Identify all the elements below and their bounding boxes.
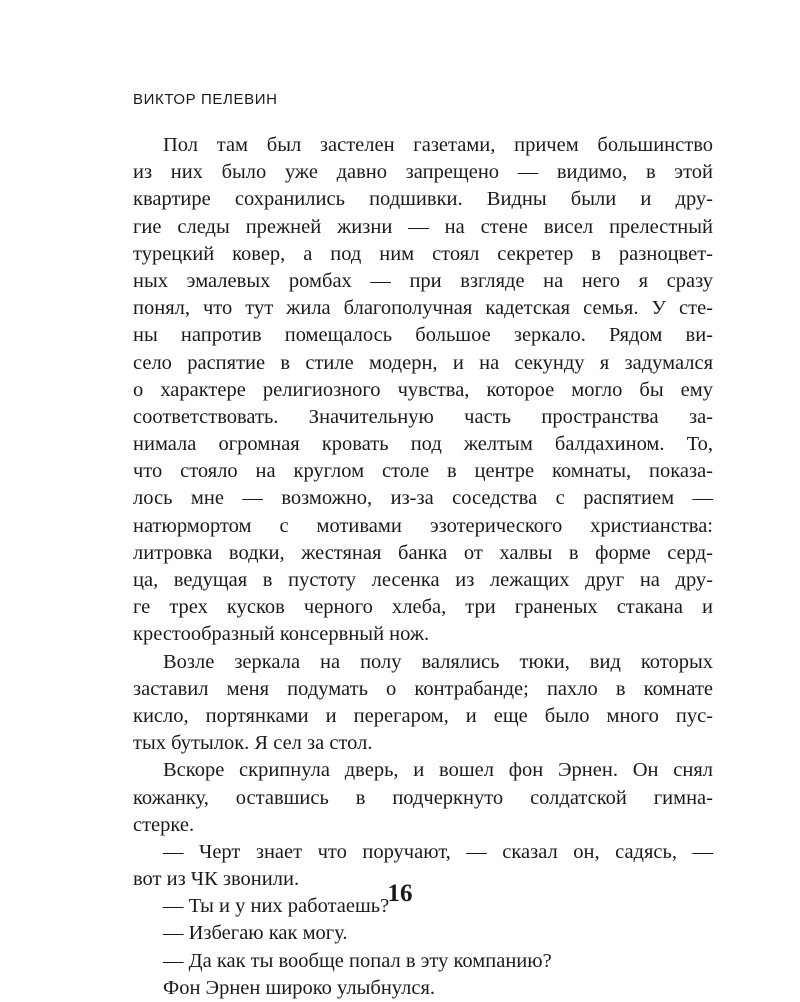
text-line: лось мне — возможно, из-за соседства с распятием — <box>133 487 713 510</box>
text-line: — Да как ты вообще попал в эту компанию? <box>163 949 552 972</box>
text-line: кожанку, оставшись в подчеркнуто солдатской гимна- <box>133 786 713 809</box>
text-line: о характере религиозного чувства, которое могло бы ему <box>133 378 713 401</box>
running-head-author: ВИКТОР ПЕЛЕВИН <box>133 91 278 108</box>
text-line: ных эмалевых ромбах — при взгляде на него я сразу <box>133 269 713 292</box>
text-line: нимала огромная кровать под желтым балдахином. То, <box>133 433 713 456</box>
text-line: натюрмортом с мотивами эзотерического христианства: <box>133 514 713 537</box>
text-line: село распятие в стиле модерн, и на секунду я задумался <box>133 351 713 374</box>
text-line: квартире сохранились подшивки. Видны были и дру- <box>133 188 713 211</box>
text-line: ге трех кусков черного хлеба, три граненых стакана и <box>133 596 713 619</box>
text-line: что стояло на круглом столе в центре комнаты, показа- <box>133 460 713 483</box>
text-line: — Ты и у них работаешь? <box>163 895 390 918</box>
page-number: 16 <box>387 880 413 907</box>
body-text <box>133 132 713 1002</box>
text-line: стерке. <box>133 813 195 836</box>
text-line: Вскоре скрипнула дверь, и вошел фон Эрнен. Он снял <box>163 759 713 782</box>
text-line: крестообразный консервный нож. <box>133 623 430 646</box>
text-line: — Черт знает что поручают, — сказал он, садясь, — <box>163 840 713 863</box>
text-line: ца, ведущая в пустоту лесенка из лежащих друг на дру- <box>133 569 713 591</box>
text-line: вот из ЧК звонили. <box>133 868 300 891</box>
text-line: — Избегаю как могу. <box>163 922 348 945</box>
text-line: соответствовать. Значительную часть пространства за- <box>133 405 713 428</box>
text-line: тых бутылок. Я сел за стол. <box>133 732 373 755</box>
text-line: гие следы прежней жизни — на стене висел прелестный <box>133 215 713 238</box>
text-line: литровка водки, жестяная банка от халвы в форме серд- <box>133 541 713 564</box>
text-line: понял, что тут жила благополучная кадетская семья. У сте- <box>133 297 713 320</box>
text-line: Пол там был застелен газетами, причем большинство <box>163 134 713 156</box>
text-line: ны напротив помещалось большое зеркало. Рядом ви- <box>133 324 713 347</box>
text-line: Возле зеркала на полу валялись тюки, вид которых <box>163 650 713 673</box>
text-line: Фон Эрнен широко улыбнулся. <box>163 976 436 999</box>
text-line: кисло, портянками и перегаром, и еще было много пус- <box>133 704 713 727</box>
text-line: из них было уже давно запрещено — видимо, в этой <box>133 161 713 184</box>
text-line: заставил меня подумать о контрабанде; пахло в комнате <box>133 677 713 700</box>
text-line: турецкий ковер, а под ним стоял секретер в разноцвет- <box>133 242 713 265</box>
